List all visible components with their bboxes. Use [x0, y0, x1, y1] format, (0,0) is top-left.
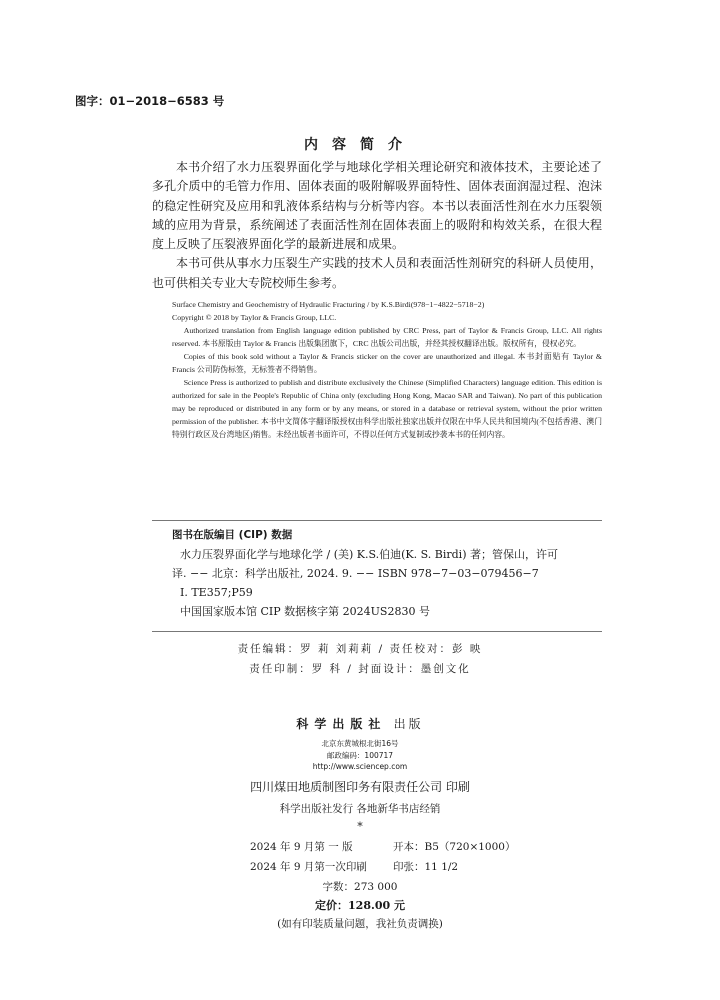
- publisher-suffix: 出版: [393, 717, 424, 731]
- divider: [152, 631, 602, 632]
- price: 定价：128.00 元: [315, 899, 405, 912]
- edition-sheets: 印张：11 1/2: [393, 861, 459, 873]
- cip-block: [172, 526, 605, 621]
- summary-paragraph: 本书介绍了水力压裂界面化学与地球化学相关理论研究和液体技术，主要论述了多孔介质中的毛管力作用、固体表面的吸附解吸界面特性、固体表面润湿过程、泡沫的稳定性研究及应用和乳液体系结构与分析等内容。本书以表面活性剂在水力压裂领域的应用为背景，系统阐述了表面活性剂在固体表面上的吸附和构效关系，在很大程度上反映了压裂液界面化学的最新进展和成果。: [152, 160, 602, 252]
- cip-record: 中国国家版本馆 CIP 数据核字第 2024US2830 号: [180, 605, 430, 618]
- publisher-logo: 科学出版社: [296, 717, 387, 731]
- publisher-url: http://www.sciencep.com: [312, 762, 408, 771]
- summary-title: 内容简介: [304, 137, 416, 153]
- publisher-address: 北京东黄城根北街16号: [321, 739, 399, 748]
- copyright-line: Authorized translation from English language edition published by CRC Press, part of Taylor & Francis Group, LLC. All rights reserved. 本书原版由 Taylor & Francis 出版集团旗下，CRC 出版公司出版，并经其授权翻译出版。版权所有，侵权必究。: [172, 326, 602, 348]
- separator-star: *: [357, 820, 363, 833]
- edition-format: 开本：B5（720×1000）: [393, 841, 516, 853]
- publisher-line: [0, 715, 720, 732]
- cip-heading: 图书在版编目 (CIP) 数据: [172, 529, 293, 541]
- registration-number: 图字：01−2018−6583 号: [75, 94, 225, 108]
- cip-entry: 水力压裂界面化学与地球化学 / (美) K.S.伯迪(K. S. Birdi) 著；管保山，许可: [180, 548, 558, 561]
- copyright-line: Copyright © 2018 by Taylor & Francis Group, LLC.: [172, 313, 337, 322]
- cip-entry: 译. −− 北京：科学出版社, 2024. 9. −− ISBN 978−7−03−079456−7: [172, 567, 539, 580]
- word-count: 字数：273 000: [322, 881, 398, 893]
- copyright-line: Copies of this book sold without a Taylor & Francis sticker on the cover are unauthorized and illegal. 本书封面贴有 Taylor & Francis 公司防伪标签，无标签者不得销售。: [172, 352, 602, 374]
- staff-line: 责任编辑：罗 莉 刘莉莉 / 责任校对：彭 映: [237, 643, 483, 655]
- copyright-line: Science Press is authorized to publish and distribute exclusively the Chinese (Simplified Characters) language edition. This edition is authorized for sale in the People's Republic of China only (excluding Hong Kong, Macao SAR and Taiwan). No part of this publication may be reproduced or distributed in any form or by any means, or stored in a database or retrieval system, without the prior written permission of the publisher. 本书中文简体字翻译版授权由科学出版社独家出版并仅限在中华人民共和国境内(不包括香港、澳门特别行政区及台湾地区)销售。未经出版者书面许可，不得以任何方式复制或抄袭本书的任何内容。: [172, 378, 602, 439]
- cip-classification: Ⅰ. TE357;P59: [180, 586, 253, 599]
- staff-line: 责任印制：罗 科 / 封面设计：墨创文化: [249, 663, 471, 675]
- printer: 四川煤田地质制图印务有限责任公司 印刷: [250, 780, 470, 794]
- copyright-block: [172, 298, 602, 441]
- quality-note: (如有印装质量问题，我社负责调换): [277, 918, 443, 930]
- divider: [152, 520, 602, 521]
- edition-line: 2024 年 9 月第一次印刷: [250, 861, 367, 873]
- distribution: 科学出版社发行 各地新华书店经销: [279, 803, 441, 815]
- publisher-postcode: 邮政编码：100717: [326, 751, 394, 760]
- edition-line: 2024 年 9 月第 一 版: [250, 841, 353, 853]
- copyright-line: Surface Chemistry and Geochemistry of Hydraulic Fracturing / by K.S.Birdi(978−1−4822−5718−2): [172, 300, 485, 309]
- summary-paragraph: 本书可供从事水力压裂生产实践的技术人员和表面活性剂研究的科研人员使用，也可供相关专业大专院校师生参考。: [152, 256, 602, 290]
- summary-body: [152, 158, 602, 293]
